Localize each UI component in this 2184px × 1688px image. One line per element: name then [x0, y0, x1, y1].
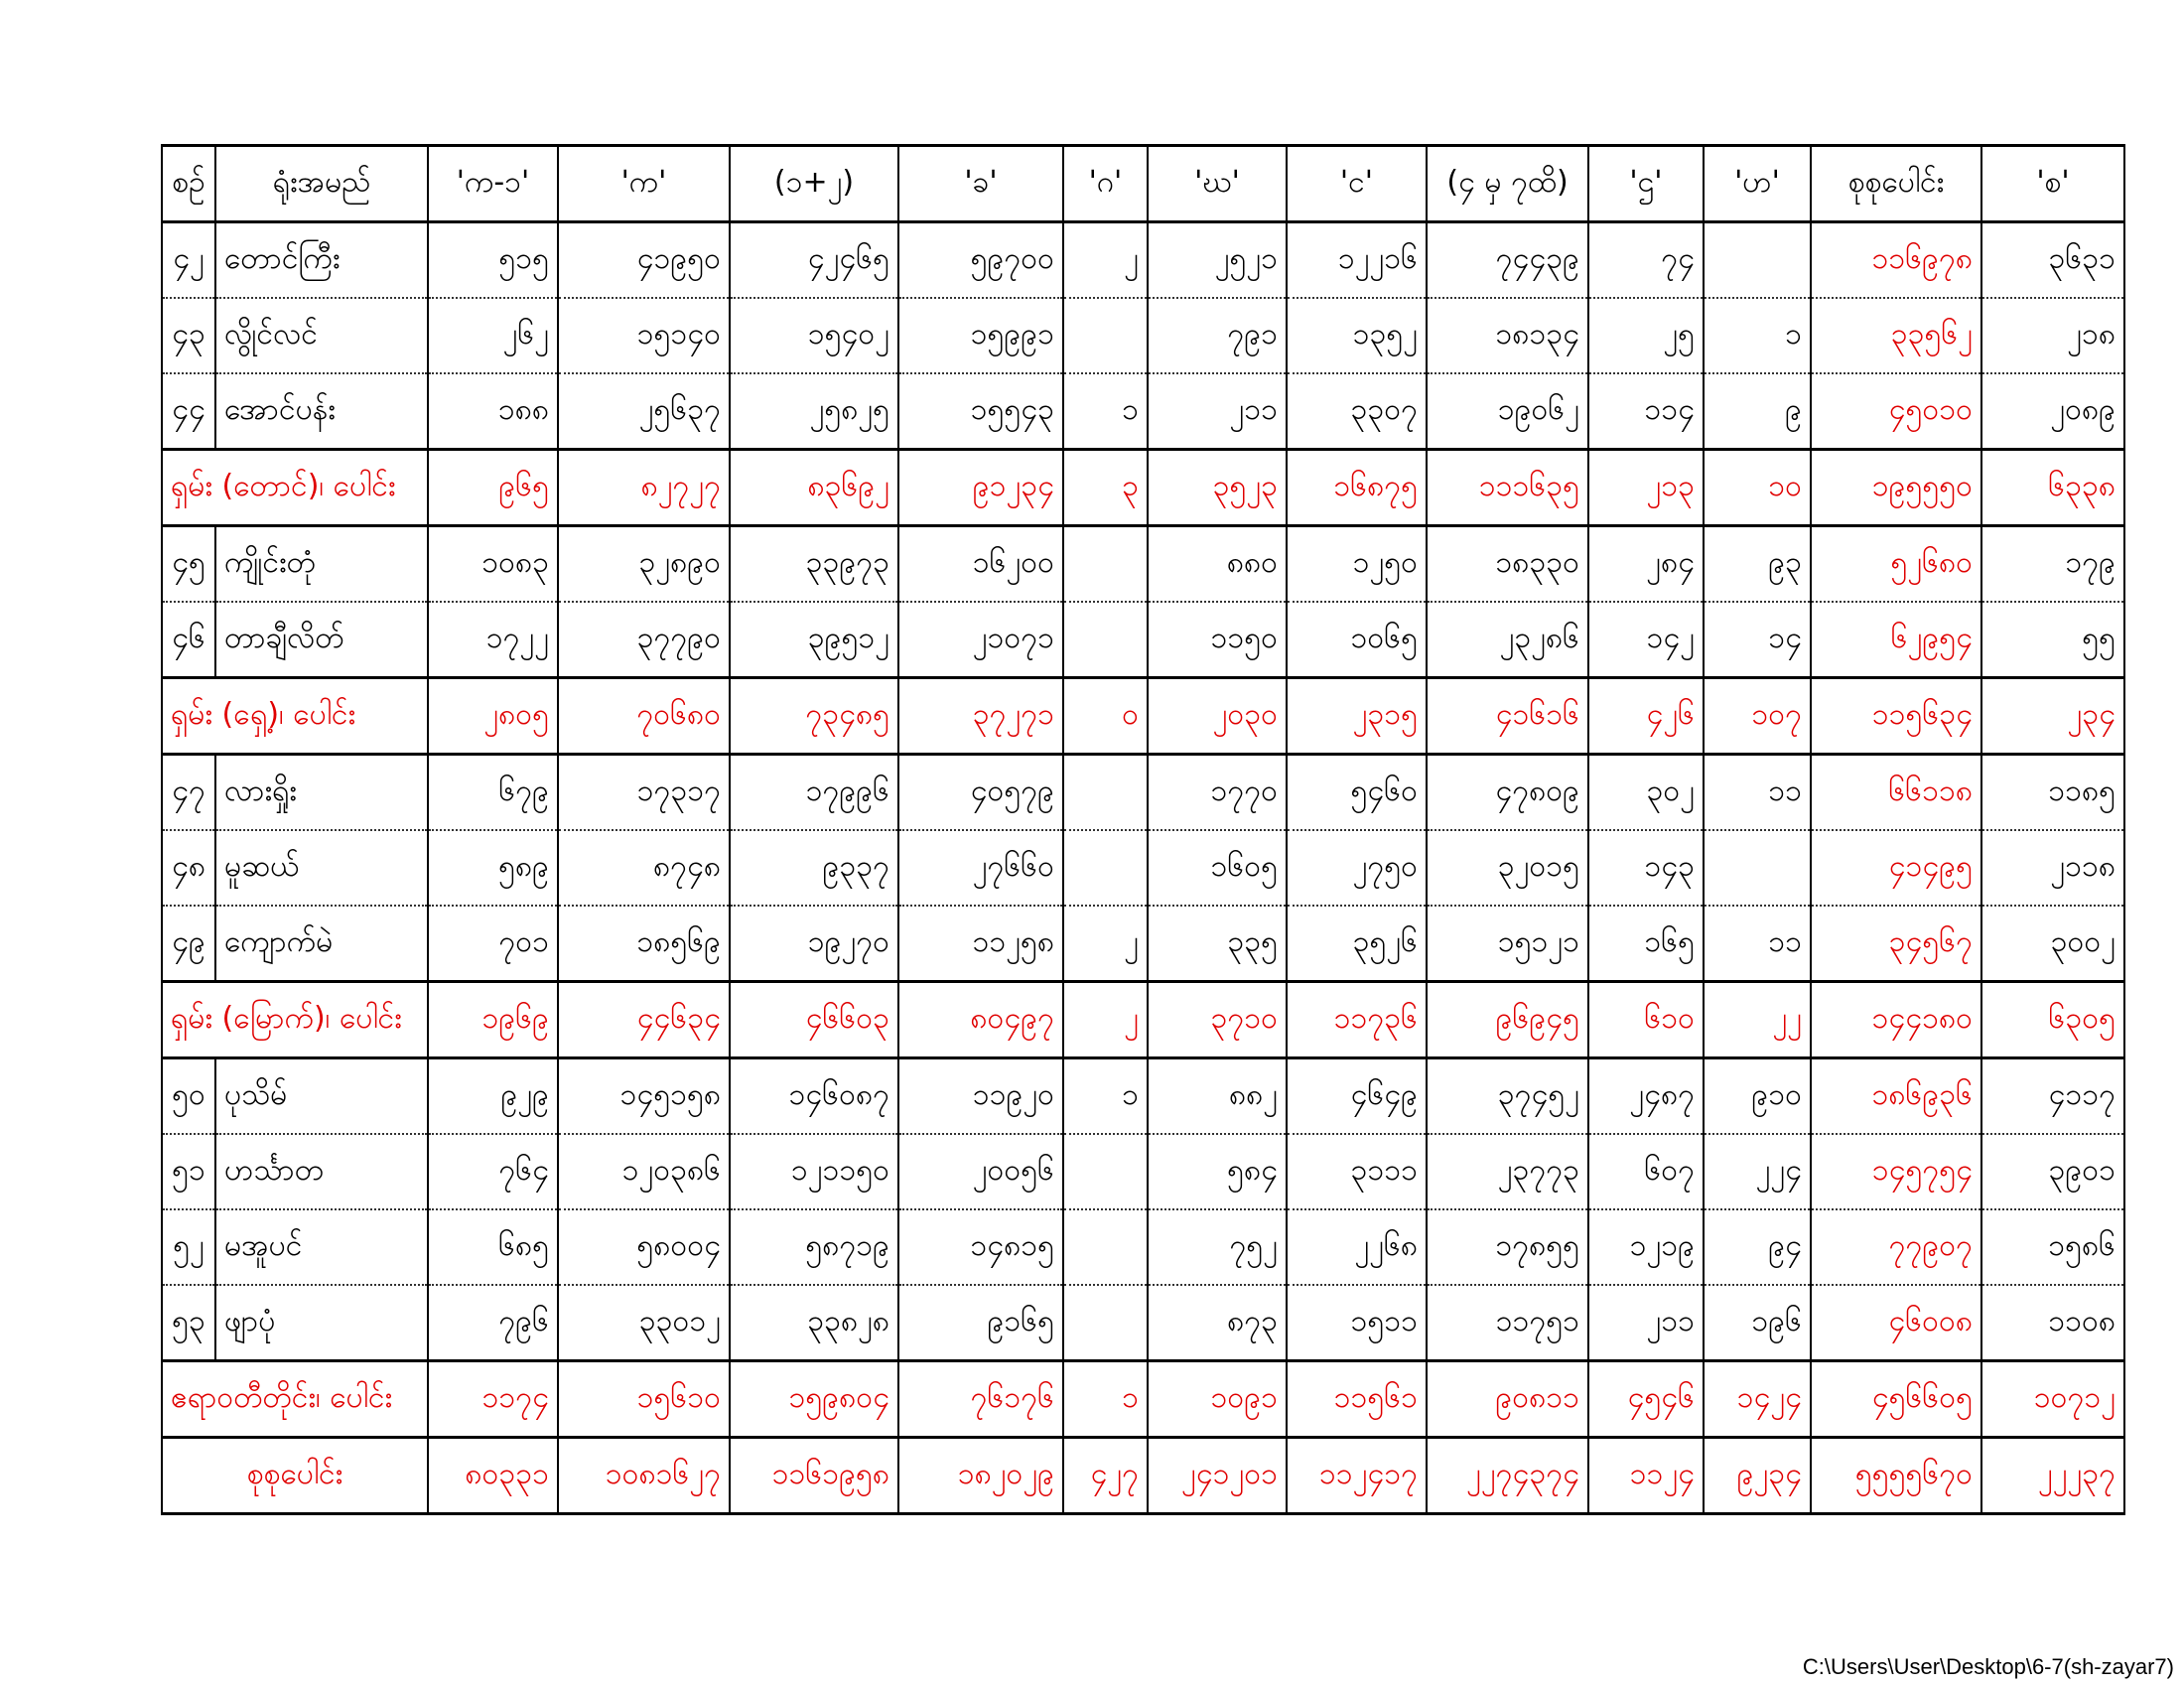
value-cell: ၇၇၉၀၇ [1811, 1209, 1981, 1285]
value-cell: ၆၀၇ [1588, 1134, 1704, 1209]
value-cell: ၁၂၂၁၆ [1287, 222, 1427, 299]
row-number: ၅၀ [162, 1058, 215, 1135]
value-cell: ၁၁၉၂၀ [898, 1058, 1063, 1135]
value-cell: ၁၈၁၃၄ [1427, 298, 1588, 373]
table-row [162, 1209, 2124, 1285]
value-cell: ၂၃၇၇၃ [1427, 1134, 1588, 1209]
value-cell: ၃၀၂ [1588, 755, 1704, 831]
column-header: 'ခ' [898, 146, 1063, 222]
table-row [162, 222, 2124, 299]
subtotal-value: ၄၁၆၁၆ [1427, 678, 1588, 755]
office-name: ကျိုင်းတုံ [215, 526, 428, 603]
value-cell: ၉၁၆၅ [898, 1285, 1063, 1361]
value-cell: ၁၂၅၀ [1287, 526, 1427, 603]
table-row [162, 602, 2124, 678]
value-cell: ၁၉၂၇၀ [730, 906, 898, 982]
subtotal-value: ၄၅၆၆၀၅ [1811, 1361, 1981, 1438]
grand-total-value: ၁၁၆၁၉၅၈ [730, 1438, 898, 1514]
subtotal-row [162, 450, 2124, 526]
value-cell: ၁ [1704, 298, 1811, 373]
value-cell: ၂၇၅၀ [1287, 830, 1427, 906]
value-cell: ၄၅၀၁၀ [1811, 373, 1981, 450]
grand-total-value: ၂၂၇၄၃၇၄ [1427, 1438, 1588, 1514]
table-row [162, 298, 2124, 373]
office-name: လွိုင်လင် [215, 298, 428, 373]
office-name: ဟင်္သာတ [215, 1134, 428, 1209]
value-cell: ၁၅၁၄၀ [558, 298, 730, 373]
table-row [162, 1134, 2124, 1209]
subtotal-value: ၁၅၉၈၀၄ [730, 1361, 898, 1438]
subtotal-value: ၆၃၀၅ [1981, 982, 2124, 1058]
subtotal-value: ၃၇၁၀ [1148, 982, 1287, 1058]
value-cell: ၁၁၂၅၈ [898, 906, 1063, 982]
value-cell: ၅၈၀၀၄ [558, 1209, 730, 1285]
subtotal-label: ရှမ်း (တောင်)၊ ပေါင်း [162, 450, 428, 526]
value-cell: ၁၉၆ [1704, 1285, 1811, 1361]
value-cell: ၉၁၀ [1704, 1058, 1811, 1135]
value-cell: ၇၄၄၃၉ [1427, 222, 1588, 299]
value-cell: ၁၈၃၃၀ [1427, 526, 1588, 603]
value-cell: ၃၉၀၁ [1981, 1134, 2124, 1209]
subtotal-row [162, 982, 2124, 1058]
value-cell: ၇၉၁ [1148, 298, 1287, 373]
value-cell: ၄၁၁၇ [1981, 1058, 2124, 1135]
value-cell: ၁၁၄ [1588, 373, 1704, 450]
value-cell: ၂ [1063, 906, 1148, 982]
value-cell: ၃၃၅၆၂ [1811, 298, 1981, 373]
office-name: မအူပင် [215, 1209, 428, 1285]
table-row [162, 373, 2124, 450]
subtotal-value: ၁၁၇၃၆ [1287, 982, 1427, 1058]
office-name: လားရှိုး [215, 755, 428, 831]
value-cell: ၅၁၅ [428, 222, 558, 299]
value-cell: ၃၃၀၇ [1287, 373, 1427, 450]
value-cell: ၈၇၄၈ [558, 830, 730, 906]
subtotal-value: ၁၄၂၄ [1704, 1361, 1811, 1438]
value-cell: ၁၄၂ [1588, 602, 1704, 678]
row-number: ၄၉ [162, 906, 215, 982]
table-row [162, 1285, 2124, 1361]
grand-total-value: ၉၂၃၄ [1704, 1438, 1811, 1514]
value-cell: ၁၉၀၆၂ [1427, 373, 1588, 450]
header-row [162, 146, 2124, 222]
value-cell [1063, 602, 1148, 678]
value-cell: ၁၃၅၂ [1287, 298, 1427, 373]
value-cell: ၂၅၆၃၇ [558, 373, 730, 450]
subtotal-value: ၇၃၄၈၅ [730, 678, 898, 755]
value-cell: ၁၁ [1704, 906, 1811, 982]
value-cell: ၂၈၄ [1588, 526, 1704, 603]
office-name: ဖျာပုံ [215, 1285, 428, 1361]
value-cell: ၃၉၅၁၂ [730, 602, 898, 678]
value-cell: ၁၁၆၉၇၈ [1811, 222, 1981, 299]
value-cell: ၅၅ [1981, 602, 2124, 678]
value-cell: ၄၁၉၅၀ [558, 222, 730, 299]
value-cell: ၂၁၁ [1588, 1285, 1704, 1361]
row-number: ၄၅ [162, 526, 215, 603]
value-cell: ၁၇၉၉၆ [730, 755, 898, 831]
subtotal-value: ၁၀၇ [1704, 678, 1811, 755]
subtotal-value: ၉၆၅ [428, 450, 558, 526]
value-cell: ၁၀၈၃ [428, 526, 558, 603]
column-header: 'က-၁' [428, 146, 558, 222]
value-cell: ၃၄၅၆၇ [1811, 906, 1981, 982]
subtotal-value: ၆၁၀ [1588, 982, 1704, 1058]
value-cell: ၆၈၅ [428, 1209, 558, 1285]
subtotal-value: ၄၅၄၆ [1588, 1361, 1704, 1438]
subtotal-value: ၉၆၉၄၅ [1427, 982, 1588, 1058]
subtotal-value: ၁၁၁၆၃၅ [1427, 450, 1588, 526]
office-name: မူဆယ် [215, 830, 428, 906]
value-cell: ၄၆၄၉ [1287, 1058, 1427, 1135]
value-cell: ၅၄၆၀ [1287, 755, 1427, 831]
value-cell: ၃၃၉၇၃ [730, 526, 898, 603]
value-cell: ၉၃၃၇ [730, 830, 898, 906]
value-cell [1063, 526, 1148, 603]
value-cell: ၁၇၇၀ [1148, 755, 1287, 831]
value-cell: ၁၀၆၅ [1287, 602, 1427, 678]
value-cell: ၃၆၃၁ [1981, 222, 2124, 299]
column-header: 'ဃ' [1148, 146, 1287, 222]
column-header: 'စ' [1981, 146, 2124, 222]
column-header: (၄ မှ ၇ထိ) [1427, 146, 1588, 222]
subtotal-label: ရှမ်း (ရှေ့)၊ ပေါင်း [162, 678, 428, 755]
table-row [162, 526, 2124, 603]
row-number: ၄၆ [162, 602, 215, 678]
value-cell: ၉ [1704, 373, 1811, 450]
subtotal-value: ၄၄၆၃၄ [558, 982, 730, 1058]
value-cell: ၂၄၈၇ [1588, 1058, 1704, 1135]
value-cell: ၆၇၉ [428, 755, 558, 831]
subtotal-value: ၁၀၇၁၂ [1981, 1361, 2124, 1438]
value-cell [1063, 830, 1148, 906]
value-cell [1704, 830, 1811, 906]
value-cell: ၁၇၈၅၅ [1427, 1209, 1588, 1285]
subtotal-row [162, 1361, 2124, 1438]
subtotal-value: ၄၂၆ [1588, 678, 1704, 755]
value-cell: ၁၇၃၁၇ [558, 755, 730, 831]
table-row [162, 1058, 2124, 1135]
value-cell: ၂၁၈ [1981, 298, 2124, 373]
row-number: ၄၇ [162, 755, 215, 831]
subtotal-value: ၂၂ [1704, 982, 1811, 1058]
subtotal-label: ဧရာဝတီတိုင်း၊ ပေါင်း [162, 1361, 428, 1438]
subtotal-value: ၁၁၅၆၃၄ [1811, 678, 1981, 755]
subtotal-value: ၆၃၃၈ [1981, 450, 2124, 526]
office-name: ကျောက်မဲ [215, 906, 428, 982]
value-cell: ၃၅၂၆ [1287, 906, 1427, 982]
value-cell: ၅၈၄ [1148, 1134, 1287, 1209]
subtotal-value: ၉၀၈၁၁ [1427, 1361, 1588, 1438]
value-cell: ၄၆၀၀၈ [1811, 1285, 1981, 1361]
file-path: C:\Users\User\Desktop\6-7(sh-zayar7) [1802, 1654, 2174, 1679]
row-number: ၄၂ [162, 222, 215, 299]
value-cell: ၁၅၁၂၁ [1427, 906, 1588, 982]
value-cell [1063, 298, 1148, 373]
subtotal-value: ၈၂၇၂၇ [558, 450, 730, 526]
value-cell: ၅၉၇၀၀ [898, 222, 1063, 299]
value-cell: ၃၂၀၁၅ [1427, 830, 1588, 906]
subtotal-label: ရှမ်း (မြောက်)၊ ပေါင်း [162, 982, 428, 1058]
value-cell: ၁၄၆၀၈၇ [730, 1058, 898, 1135]
column-header: 'ဌ' [1588, 146, 1704, 222]
value-cell: ၁၆၅ [1588, 906, 1704, 982]
column-header: 'ဂ' [1063, 146, 1148, 222]
value-cell: ၁၄၅၁၅၈ [558, 1058, 730, 1135]
statistics-table [161, 144, 2125, 1515]
value-cell: ၁၄၅၇၅၄ [1811, 1134, 1981, 1209]
value-cell: ၁၅၈၆ [1981, 1209, 2124, 1285]
column-header: ရုံးအမည် [215, 146, 428, 222]
subtotal-value: ၉၁၂၃၄ [898, 450, 1063, 526]
value-cell: ၇၀၁ [428, 906, 558, 982]
value-cell: ၉၃ [1704, 526, 1811, 603]
row-number: ၄၈ [162, 830, 215, 906]
value-cell: ၁၁ [1704, 755, 1811, 831]
value-cell: ၂၃၂၈၆ [1427, 602, 1588, 678]
subtotal-value: ၇၀၆၈၀ [558, 678, 730, 755]
table-row [162, 755, 2124, 831]
value-cell: ၁ [1063, 373, 1148, 450]
grand-total-value: ၅၅၅၅၆၇၀ [1811, 1438, 1981, 1514]
subtotal-value: ၂၀၃၀ [1148, 678, 1287, 755]
value-cell: ၇၉၆ [428, 1285, 558, 1361]
value-cell: ၁၁၅၀ [1148, 602, 1287, 678]
value-cell [1063, 1209, 1148, 1285]
value-cell: ၉၄ [1704, 1209, 1811, 1285]
value-cell: ၁ [1063, 1058, 1148, 1135]
value-cell: ၅၈၉ [428, 830, 558, 906]
value-cell: ၉၂၉ [428, 1058, 558, 1135]
column-header: 'က' [558, 146, 730, 222]
value-cell: ၁၄ [1704, 602, 1811, 678]
value-cell [1063, 755, 1148, 831]
subtotal-value: ၇၆၁၇၆ [898, 1361, 1063, 1438]
value-cell: ၇၆၄ [428, 1134, 558, 1209]
value-cell: ၂၁၁ [1148, 373, 1287, 450]
value-cell: ၂၀၀၅၆ [898, 1134, 1063, 1209]
value-cell [1704, 222, 1811, 299]
subtotal-value: ၁၉၆၉ [428, 982, 558, 1058]
value-cell: ၁၂၁၁၅၀ [730, 1134, 898, 1209]
value-cell: ၂၆၂ [428, 298, 558, 373]
value-cell: ၈၈၀ [1148, 526, 1287, 603]
subtotal-value: ၁ [1063, 1361, 1148, 1438]
grand-total-value: ၄၂၇ [1063, 1438, 1148, 1514]
value-cell: ၁၁၈၅ [1981, 755, 2124, 831]
subtotal-row [162, 678, 2124, 755]
value-cell: ၁၄၈၁၅ [898, 1209, 1063, 1285]
value-cell: ၁၇၂၂ [428, 602, 558, 678]
value-cell: ၁၅၄၀၂ [730, 298, 898, 373]
column-header: စဉ် [162, 146, 215, 222]
value-cell: ၂၅၂၁ [1148, 222, 1287, 299]
subtotal-value: ၁၅၆၁၀ [558, 1361, 730, 1438]
value-cell: ၃၇၄၅၂ [1427, 1058, 1588, 1135]
value-cell: ၁၁၀၈ [1981, 1285, 2124, 1361]
value-cell: ၃၃၈၂၈ [730, 1285, 898, 1361]
table-row [162, 830, 2124, 906]
grand-total-value: ၂၂၂၃၇ [1981, 1438, 2124, 1514]
value-cell: ၂၅၈၂၅ [730, 373, 898, 450]
grand-total-value: ၁၁၂၄၁၇ [1287, 1438, 1427, 1514]
subtotal-value: ၁၁၅၆၁ [1287, 1361, 1427, 1438]
value-cell: ၁၇၉ [1981, 526, 2124, 603]
subtotal-value: ၁၄၄၁၈၀ [1811, 982, 1981, 1058]
value-cell: ၂၂၆၈ [1287, 1209, 1427, 1285]
column-header: (၁+၂) [730, 146, 898, 222]
subtotal-value: ၃၇၂၇၁ [898, 678, 1063, 755]
grand-total-value: ၁၀၈၁၆၂၇ [558, 1438, 730, 1514]
row-number: ၄၄ [162, 373, 215, 450]
subtotal-value: ၁၀၉၁ [1148, 1361, 1287, 1438]
value-cell: ၁၈၆၉၃၆ [1811, 1058, 1981, 1135]
value-cell: ၁၂၀၃၈၆ [558, 1134, 730, 1209]
grand-total-value: ၈၀၃၃၁ [428, 1438, 558, 1514]
value-cell: ၁၅၁၁ [1287, 1285, 1427, 1361]
office-name: အောင်ပန်း [215, 373, 428, 450]
value-cell: ၆၆၁၁၈ [1811, 755, 1981, 831]
value-cell: ၈၈၂ [1148, 1058, 1287, 1135]
subtotal-value: ၁၆၈၇၅ [1287, 450, 1427, 526]
subtotal-value: ၃ [1063, 450, 1148, 526]
value-cell: ၃၂၈၉၀ [558, 526, 730, 603]
value-cell: ၇၄ [1588, 222, 1704, 299]
value-cell: ၂၁၀၇၁ [898, 602, 1063, 678]
value-cell: ၆၂၉၅၄ [1811, 602, 1981, 678]
subtotal-value: ၁၁၇၄ [428, 1361, 558, 1438]
table-row [162, 906, 2124, 982]
value-cell: ၇၅၂ [1148, 1209, 1287, 1285]
subtotal-value: ၂၃၄ [1981, 678, 2124, 755]
grand-total-value: ၁၈၂၀၂၉ [898, 1438, 1063, 1514]
value-cell: ၂၁၁၈ [1981, 830, 2124, 906]
value-cell: ၂၇၆၆၀ [898, 830, 1063, 906]
row-number: ၅၃ [162, 1285, 215, 1361]
value-cell: ၁၄၃ [1588, 830, 1704, 906]
grand-total-value: ၁၁၂၄ [1588, 1438, 1704, 1514]
value-cell: ၅၂၆၈၀ [1811, 526, 1981, 603]
subtotal-value: ၀ [1063, 678, 1148, 755]
value-cell: ၄၇၈၀၉ [1427, 755, 1588, 831]
value-cell: ၂ [1063, 222, 1148, 299]
subtotal-value: ၂၃၁၅ [1287, 678, 1427, 755]
value-cell: ၃၁၁၁ [1287, 1134, 1427, 1209]
value-cell: ၁၅၉၉၁ [898, 298, 1063, 373]
value-cell: ၃၃၅ [1148, 906, 1287, 982]
value-cell: ၄၁၄၉၅ [1811, 830, 1981, 906]
value-cell: ၁၈၅၆၉ [558, 906, 730, 982]
value-cell: ၃၃၀၁၂ [558, 1285, 730, 1361]
value-cell: ၁၆၂၀၀ [898, 526, 1063, 603]
value-cell: ၅၈၇၁၉ [730, 1209, 898, 1285]
column-header: 'င' [1287, 146, 1427, 222]
value-cell [1063, 1134, 1148, 1209]
row-number: ၅၁ [162, 1134, 215, 1209]
value-cell: ၄၀၅၇၉ [898, 755, 1063, 831]
value-cell: ၃၀၀၂ [1981, 906, 2124, 982]
subtotal-value: ၁၀ [1704, 450, 1811, 526]
subtotal-value: ၂၁၃ [1588, 450, 1704, 526]
value-cell: ၂၀၈၉ [1981, 373, 2124, 450]
value-cell: ၁၅၅၄၃ [898, 373, 1063, 450]
subtotal-value: ၃၅၂၃ [1148, 450, 1287, 526]
value-cell: ၁၆၀၅ [1148, 830, 1287, 906]
value-cell: ၂၅ [1588, 298, 1704, 373]
grand-total-label: စုစုပေါင်း [162, 1438, 428, 1514]
row-number: ၄၃ [162, 298, 215, 373]
value-cell: ၈၇၃ [1148, 1285, 1287, 1361]
column-header: စုစုပေါင်း [1811, 146, 1981, 222]
column-header: 'ဟ' [1704, 146, 1811, 222]
value-cell: ၁၂၁၉ [1588, 1209, 1704, 1285]
subtotal-value: ၈၀၄၉၇ [898, 982, 1063, 1058]
subtotal-value: ၄၆၆၀၃ [730, 982, 898, 1058]
value-cell: ၃၇၇၉၀ [558, 602, 730, 678]
subtotal-value: ၂ [1063, 982, 1148, 1058]
subtotal-value: ၈၃၆၉၂ [730, 450, 898, 526]
value-cell [1063, 1285, 1148, 1361]
grand-total-value: ၂၄၁၂၀၁ [1148, 1438, 1287, 1514]
value-cell: ၁၁၇၅၁ [1427, 1285, 1588, 1361]
grand-total-row [162, 1438, 2124, 1514]
value-cell: ၁၈၈ [428, 373, 558, 450]
value-cell: ၂၂၄ [1704, 1134, 1811, 1209]
office-name: တာချီလိတ် [215, 602, 428, 678]
subtotal-value: ၁၉၅၅၅၀ [1811, 450, 1981, 526]
office-name: ပုသိမ် [215, 1058, 428, 1135]
row-number: ၅၂ [162, 1209, 215, 1285]
value-cell: ၄၂၄၆၅ [730, 222, 898, 299]
subtotal-value: ၂၈၀၅ [428, 678, 558, 755]
office-name: တောင်ကြီး [215, 222, 428, 299]
